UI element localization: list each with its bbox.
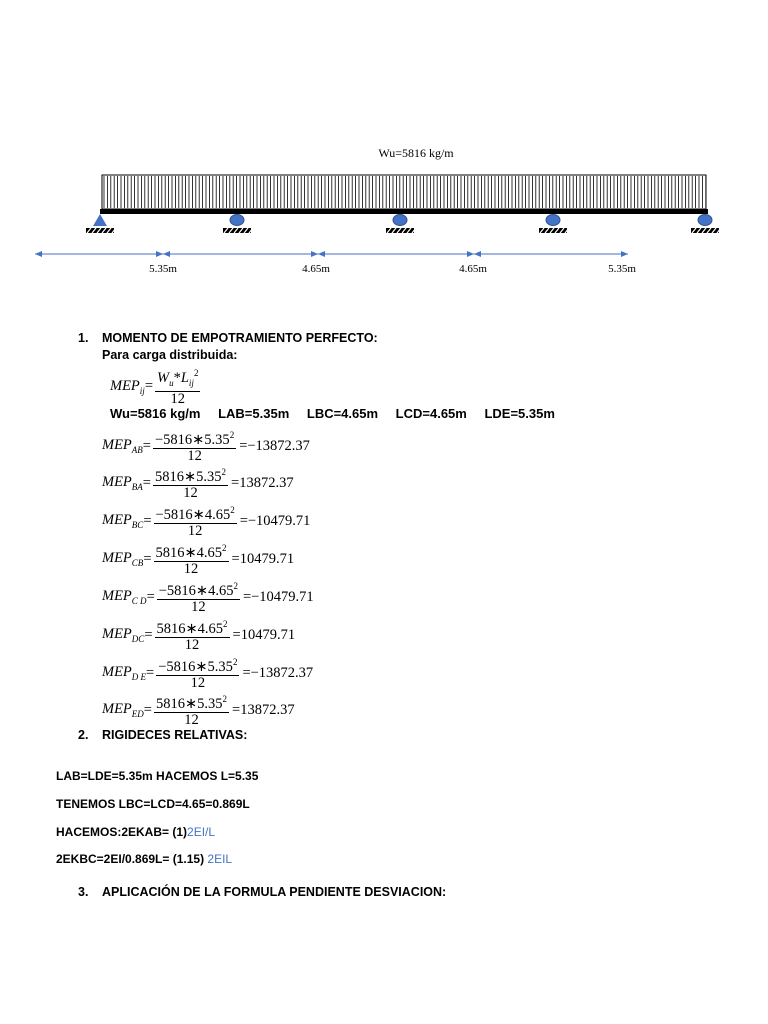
param-lab: LAB=5.35m — [218, 406, 290, 421]
pin-support — [93, 214, 107, 226]
rigidity-line-2: TENEMOS LBC=LCD=4.65=0.869L — [56, 797, 250, 811]
general-formula: $MEP_{ij}$ = $\frac{W_u*L_{ij}^2}{12}$ — [110, 368, 199, 407]
rigidity-line-4: 2EKBC=2EI/0.869L= (1.15) 2EIL — [56, 852, 233, 866]
roller-support — [546, 215, 560, 226]
mep-equation: $MEP_{ED}$ = $\frac{5816∗5.35^2}{12}$ =13872.37 — [102, 694, 295, 728]
roller-support — [230, 215, 244, 226]
beam-diagram — [0, 0, 768, 300]
param-wu: Wu=5816 kg/m — [110, 406, 201, 421]
section-2-title: RIGIDECES RELATIVAS: — [102, 728, 248, 742]
section-1-title: MOMENTO DE EMPOTRAMIENTO PERFECTO: — [102, 331, 378, 345]
supports — [86, 214, 721, 233]
section-1-heading — [78, 331, 378, 345]
section-2-number: 2. — [78, 728, 89, 742]
mep-equation: $MEP_{BC}$ = $\frac{-5816∗4.65^2}{12}$ =−10479.71 — [102, 505, 311, 539]
section-1-number: 1. — [78, 331, 89, 345]
dimension-arrow-left — [474, 251, 481, 257]
dimension-arrow-right — [156, 251, 163, 257]
param-lde: LDE=5.35m — [484, 406, 555, 421]
rigidity-line-1: LAB=LDE=5.35m HACEMOS L=5.35 — [56, 769, 259, 783]
section-3-title: APLICACIÓN DE LA FORMULA PENDIENTE DESVIACION: — [102, 885, 447, 899]
mep-equation: $MEP_{AB}$ = $\frac{-5816∗5.35^2}{12}$ =−13872.37 — [102, 430, 310, 464]
parameters-line — [110, 406, 569, 421]
mep-equation: $MEP_{DC}$ = $\frac{5816∗4.65^2}{12}$ =10479.71 — [102, 619, 296, 653]
dimension-arrow-right — [467, 251, 474, 257]
mep-equation: $MEP_{C D}$ = $\frac{-5816∗4.65^2}{12}$ =−10479.71 — [102, 581, 314, 615]
mep-equation: $MEP_{CB}$ = $\frac{5816∗4.65^2}{12}$ =10479.71 — [102, 543, 295, 577]
load-label: Wu=5816 kg/m — [378, 146, 454, 160]
roller-support — [698, 215, 712, 226]
section-2-heading — [78, 728, 247, 742]
dimension-arrow-left — [163, 251, 170, 257]
section-1-subtitle: Para carga distribuida: — [102, 348, 238, 362]
span-label-de: 5.35m — [608, 263, 636, 275]
param-lbc: LBC=4.65m — [306, 406, 379, 421]
dimension-arrow-left — [318, 251, 325, 257]
section-3-number: 3. — [78, 885, 89, 899]
dimension-arrow-right — [311, 251, 318, 257]
dimension-arrow-right — [621, 251, 628, 257]
section-3-heading — [78, 885, 446, 899]
span-label-cd: 4.65m — [459, 263, 487, 275]
rigidity-line-3: HACEMOS:2EKAB= (1)2EI/L — [56, 825, 216, 839]
roller-support — [393, 215, 407, 226]
span-dimensions — [35, 251, 628, 257]
dimension-arrow-left — [35, 251, 42, 257]
beam-member — [100, 209, 708, 214]
mep-equation: $MEP_{BA}$ = $\frac{5816∗5.35^2}{12}$ =13872.37 — [102, 467, 294, 501]
mep-equation: $MEP_{D E}$ = $\frac{-5816∗5.35^2}{12}$ =−13872.37 — [102, 657, 314, 691]
span-label-ab: 5.35m — [149, 263, 177, 275]
span-label-bc: 4.65m — [302, 263, 330, 275]
param-lcd: LCD=4.65m — [395, 406, 467, 421]
